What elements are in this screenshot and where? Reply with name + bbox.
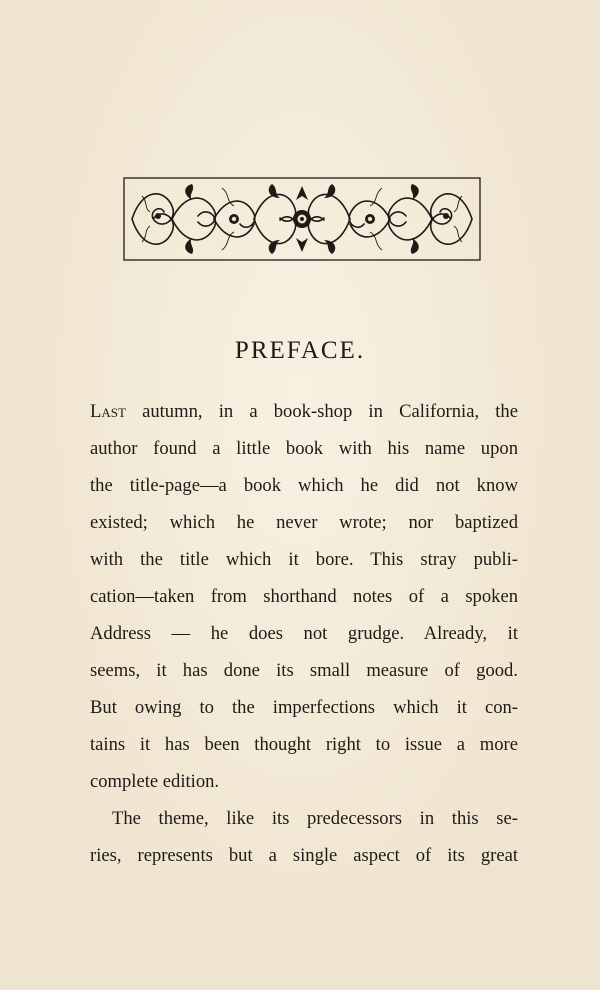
paragraph-2: [90, 800, 518, 874]
text-line: But owing to the imperfections which it con-: [90, 697, 518, 718]
text-line: ries, represents but a single aspect of its great: [90, 845, 518, 866]
text-line: seems, it has done its small measure of good.: [90, 660, 518, 681]
paragraph-1: [90, 393, 518, 800]
line-text: autumn, in a book-shop in California, the: [125, 401, 518, 422]
text-line: the title-page—a book which he did not know: [90, 475, 518, 496]
text-line: existed; which he never wrote; nor baptized: [90, 512, 518, 533]
drop-word: Last: [90, 401, 126, 422]
text-line: complete edition.: [90, 771, 220, 792]
text-line: The theme, like its predecessors in this se-: [112, 808, 518, 829]
text-line: author found a little book with his name upon: [90, 438, 518, 459]
preface-body: [90, 393, 518, 874]
page-title: PREFACE.: [234, 337, 366, 364]
text-line: Address — he does not grudge. Already, it: [90, 623, 518, 644]
text-line: cation—taken from shorthand notes of a spoken: [90, 586, 518, 607]
text-line: [90, 393, 518, 430]
floral-scroll-ornament-icon: [122, 176, 482, 262]
text-line: tains it has been thought right to issue a more: [90, 734, 518, 755]
text-line: with the title which it bore. This stray publi-: [90, 549, 518, 570]
